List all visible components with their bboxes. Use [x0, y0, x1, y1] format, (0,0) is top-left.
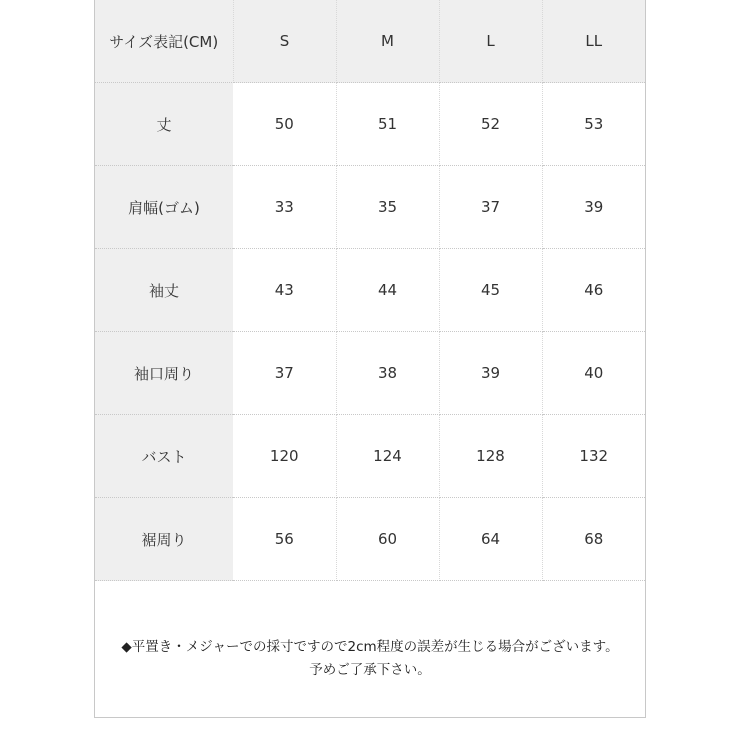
row-label: 肩幅(ゴム)	[95, 166, 233, 249]
row-label: 裾周り	[95, 498, 233, 581]
table-cell: 43	[233, 249, 336, 332]
table-row	[95, 83, 645, 166]
table-cell: 33	[233, 166, 336, 249]
row-label: 袖丈	[95, 249, 233, 332]
header-row	[95, 0, 645, 83]
note-line-1: ◆平置き・メジャーでの採寸ですので2cm程度の誤差が生じる場合がございます。	[121, 639, 619, 655]
size-l-header: L	[439, 0, 542, 83]
table-cell: 35	[336, 166, 439, 249]
row-label: バスト	[95, 415, 233, 498]
table-row	[95, 249, 645, 332]
row-label: 丈	[95, 83, 233, 166]
row-label: 袖口周り	[95, 332, 233, 415]
table-cell: 46	[542, 249, 645, 332]
table-cell: 50	[233, 83, 336, 166]
table-cell: 45	[439, 249, 542, 332]
size-chart	[94, 0, 646, 718]
table-cell: 64	[439, 498, 542, 581]
table-cell: 39	[439, 332, 542, 415]
note-line-2: 予めご了承下さい。	[309, 662, 431, 678]
measurement-note	[95, 636, 645, 682]
table-row	[95, 332, 645, 415]
size-s-header: S	[233, 0, 336, 83]
header-label-cell: サイズ表記(CM)	[95, 0, 233, 83]
table-cell: 37	[439, 166, 542, 249]
table-cell: 60	[336, 498, 439, 581]
table-cell: 40	[542, 332, 645, 415]
table-cell: 37	[233, 332, 336, 415]
table-cell: 128	[439, 415, 542, 498]
size-ll-header: LL	[542, 0, 645, 83]
table-cell: 56	[233, 498, 336, 581]
table-cell: 52	[439, 83, 542, 166]
table-cell: 53	[542, 83, 645, 166]
size-m-header: M	[336, 0, 439, 83]
table-cell: 44	[336, 249, 439, 332]
table-cell: 132	[542, 415, 645, 498]
table-row	[95, 498, 645, 581]
table-row	[95, 166, 645, 249]
table-cell: 120	[233, 415, 336, 498]
table-cell: 124	[336, 415, 439, 498]
table-row	[95, 415, 645, 498]
table-cell: 51	[336, 83, 439, 166]
table-cell: 68	[542, 498, 645, 581]
table-cell: 39	[542, 166, 645, 249]
table-cell: 38	[336, 332, 439, 415]
size-table	[95, 0, 645, 581]
